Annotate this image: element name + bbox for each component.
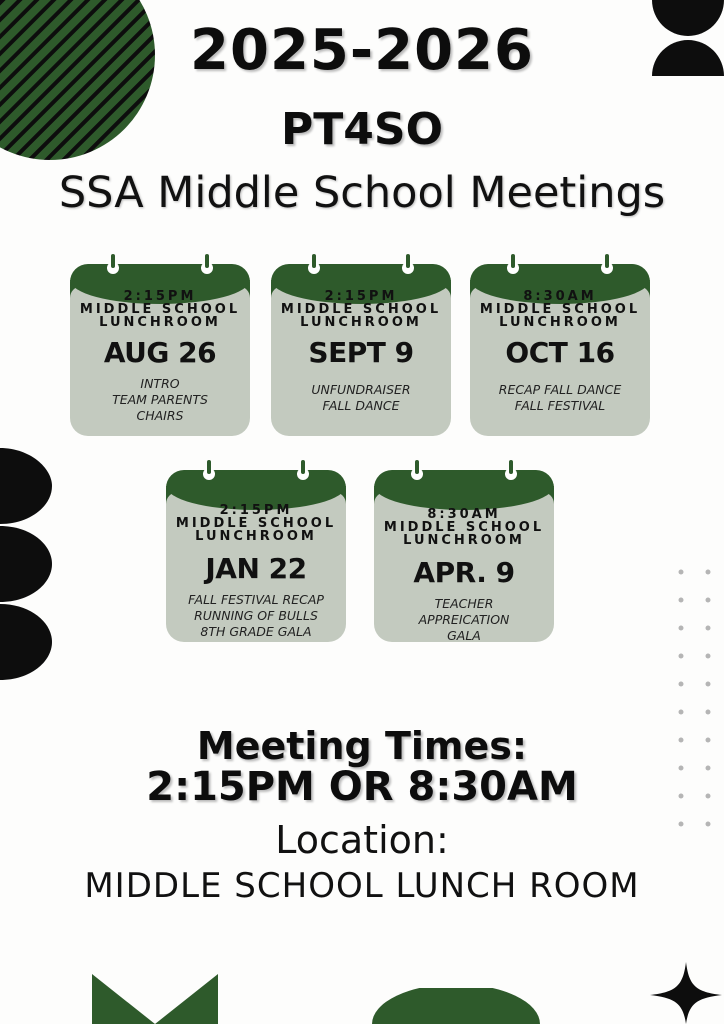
meeting-times-label: Meeting Times: (196, 724, 528, 768)
meeting-time: 8:30AM (523, 289, 597, 304)
meeting-card-apr-9 (374, 462, 554, 642)
meeting-note: TEAM PARENTS (112, 392, 208, 407)
meeting-date: JAN 22 (205, 552, 307, 585)
meeting-notes (470, 382, 650, 414)
title-organization: PT4SO (281, 104, 443, 155)
calendar-ring-icon (410, 462, 424, 482)
calendar-ring-icon (401, 256, 415, 276)
calendar-ring-icon (600, 256, 614, 276)
meeting-date: SEPT 9 (308, 336, 414, 369)
meeting-note: TEACHER (434, 596, 494, 611)
meeting-note: FALL DANCE (322, 398, 400, 413)
meeting-card-sept-9 (271, 256, 451, 436)
meeting-note: FALL FESTIVAL RECAP (188, 592, 324, 607)
meeting-place: MIDDLE SCHOOL LUNCHROOM (383, 520, 545, 548)
location-value: MIDDLE SCHOOL LUNCH ROOM (84, 866, 640, 906)
meeting-note: GALA (447, 628, 481, 643)
meeting-card-aug-26 (70, 256, 250, 436)
calendar-ring-icon (200, 256, 214, 276)
meeting-note: APPREICATION (418, 612, 510, 627)
meeting-note: UNFUNDRAISER (311, 382, 411, 397)
meeting-notes (374, 596, 554, 644)
meeting-place: MIDDLE SCHOOL LUNCHROOM (479, 302, 641, 330)
calendar-ring-icon (296, 462, 310, 482)
meeting-notes (271, 382, 451, 414)
calendar-ring-icon (504, 462, 518, 482)
meeting-note: RUNNING OF BULLS (194, 608, 318, 623)
meeting-date: OCT 16 (505, 336, 615, 369)
bottom-half-circle-decoration (372, 988, 540, 1024)
meeting-time: 2:15PM (123, 289, 197, 304)
meeting-place: MIDDLE SCHOOL LUNCHROOM (79, 302, 241, 330)
meeting-note: FALL FESTIVAL (514, 398, 606, 413)
meeting-card-oct-16 (470, 256, 650, 436)
calendar-ring-icon (506, 256, 520, 276)
left-wave-decoration (0, 448, 52, 680)
location-label: Location: (275, 818, 449, 862)
meeting-card-jan-22 (166, 462, 346, 642)
bottom-left-chevron-decoration (92, 974, 218, 1024)
meeting-note: RECAP FALL DANCE (498, 382, 622, 397)
calendar-ring-icon (202, 462, 216, 482)
meeting-note: CHAIRS (136, 408, 184, 423)
meeting-times-value: 2:15PM OR 8:30AM (146, 764, 578, 810)
meeting-date: AUG 26 (103, 336, 217, 369)
meeting-place: MIDDLE SCHOOL LUNCHROOM (280, 302, 442, 330)
meeting-place: MIDDLE SCHOOL LUNCHROOM (175, 516, 337, 544)
meeting-notes (166, 592, 346, 640)
title-year: 2025-2026 (190, 18, 534, 83)
meeting-note: INTRO (140, 376, 180, 391)
meeting-notes (70, 376, 250, 424)
meeting-time: 2:15PM (324, 289, 398, 304)
calendar-ring-icon (106, 256, 120, 276)
title-subtitle: SSA Middle School Meetings (58, 168, 666, 218)
calendar-ring-icon (307, 256, 321, 276)
sparkle-star-icon (648, 962, 724, 1024)
meeting-time: 8:30AM (427, 507, 501, 522)
meeting-note: 8TH GRADE GALA (200, 624, 312, 639)
meeting-date: APR. 9 (413, 556, 515, 589)
meeting-time: 2:15PM (219, 503, 293, 518)
